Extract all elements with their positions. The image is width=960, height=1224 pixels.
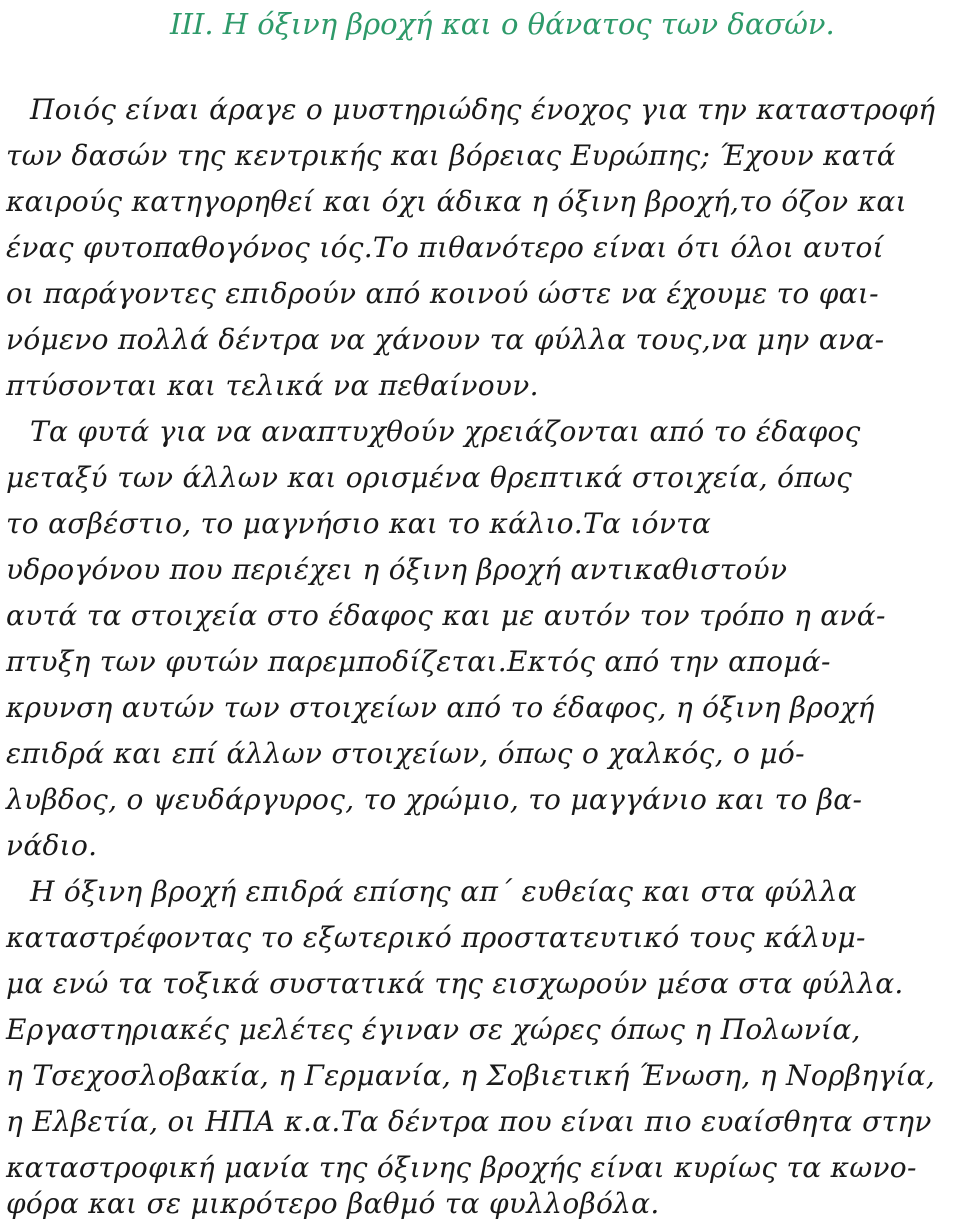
text-line: επιδρά και επί άλλων στοιχείων, όπως ο χαλκός, ο μό-	[6, 737, 805, 770]
text-line: Τα φυτά για να αναπτυχθούν χρειάζονται από το έδαφος	[30, 415, 861, 448]
text-line: το ασβέστιο, το μαγνήσιο και το κάλιο.Τα ιόντα	[6, 507, 712, 540]
text-line: λυβδος, ο ψευδάργυρος, το χρώμιο, το μαγγάνιο και το βα-	[6, 783, 863, 816]
text-line: η Τσεχοσλοβακία, η Γερμανία, η Σοβιετική Ένωση, η Νορβηγία,	[6, 1059, 936, 1092]
text-line: Η όξινη βροχή επιδρά επίσης απ΄ ευθείας και στα φύλλα	[30, 875, 857, 908]
section-title: III. Η όξινη βροχή και ο θάνατος των δασών.	[170, 7, 835, 41]
text-line: οι παράγοντες επιδρούν από κοινού ώστε να έχουμε το φαι-	[6, 277, 879, 310]
text-line: αυτά τα στοιχεία στο έδαφος και με αυτόν τον τρόπο η ανά-	[6, 599, 886, 632]
text-line: Εργαστηριακές μελέτες έγιναν σε χώρες όπως η Πολωνία,	[6, 1013, 861, 1046]
text-line: πτυξη των φυτών παρεμποδίζεται.Εκτός από την απομά-	[6, 645, 831, 678]
text-line: μα ενώ τα τοξικά συστατικά της εισχωρούν μέσα στα φύλλα.	[6, 967, 904, 1000]
text-line: νόμενο πολλά δέντρα να χάνουν τα φύλλα τους,να μην ανα-	[6, 323, 885, 356]
text-line: ένας φυτοπαθογόνος ιός.Το πιθανότερο είναι ότι όλοι αυτοί	[6, 231, 884, 264]
text-line: κρυνση αυτών των στοιχείων από το έδαφος, η όξινη βροχή	[6, 691, 875, 724]
text-line: υδρογόνου που περιέχει η όξινη βροχή αντικαθιστούν	[6, 553, 788, 586]
text-line: των δασών της κεντρικής και βόρειας Ευρώπης; Έχουν κατά	[6, 139, 897, 172]
text-line: μεταξύ των άλλων και ορισμένα θρεπτικά στοιχεία, όπως	[6, 461, 853, 494]
text-line: καιρούς κατηγορηθεί και όχι άδικα η όξινη βροχή,το όζον και	[6, 185, 907, 218]
text-line: καταστροφική μανία της όξινης βροχής είναι κυρίως τα κωνο-	[6, 1151, 917, 1184]
text-line: Ποιός είναι άραγε ο μυστηριώδης ένοχος για την καταστροφή	[30, 93, 936, 126]
text-line: καταστρέφοντας το εξωτερικό προστατευτικό τους κάλυμ-	[6, 921, 866, 954]
text-line: φόρα και σε μικρότερο βαθμό τα φυλλοβόλα.	[6, 1187, 660, 1220]
text-line: η Ελβετία, οι ΗΠΑ κ.α.Τα δέντρα που είναι πιο ευαίσθητα στην	[6, 1105, 932, 1138]
text-line: πτύσονται και τελικά να πεθαίνουν.	[6, 369, 539, 402]
text-line: νάδιο.	[6, 829, 98, 862]
